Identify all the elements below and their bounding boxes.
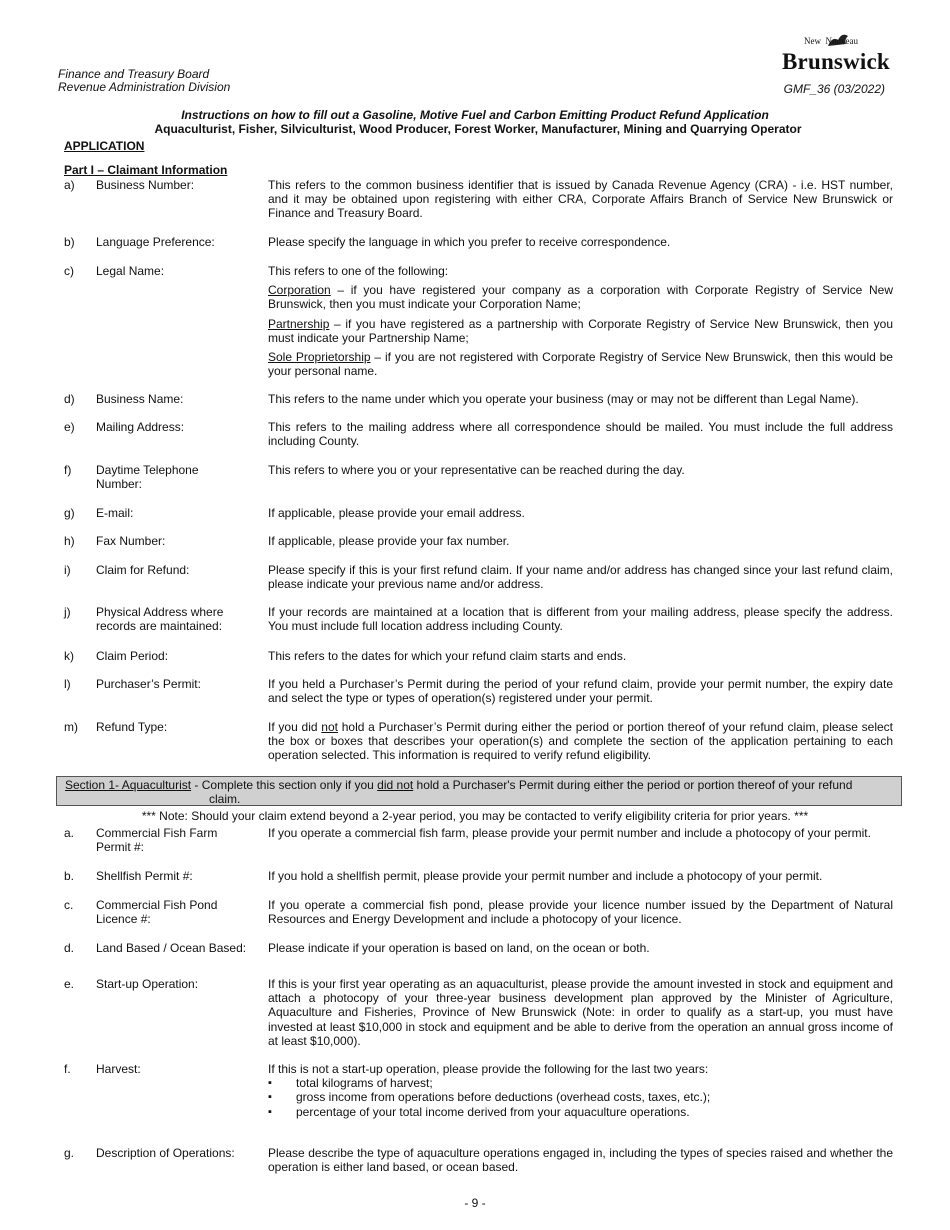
row-description: If your records are maintained at a location that is different from your mailing address, please specify the address. You must include full location address including County. [268, 605, 893, 634]
row-letter: j) [64, 605, 71, 619]
legal-name-intro: This refers to one of the following: [268, 264, 449, 278]
row-description: Please specify the language in which you prefer to receive correspondence. [268, 235, 671, 249]
row-description: If you operate a commercial fish pond, please provide your licence number issued by the Department of Natural Resources and Energy Development and include a photocopy of your licence. [268, 898, 893, 927]
row-label: Legal Name: [96, 264, 165, 278]
refund-type-text-a: If you did [268, 720, 322, 734]
row-letter: f. [64, 1062, 71, 1076]
division-name: Revenue Administration Division [58, 80, 231, 94]
partnership-text: – if you have registered as a partnership with Corporate Registry of Service New Brunswick, then you must indicate your Partnership Name; [268, 316, 893, 345]
section1-name: Section 1- Aquaculturist [65, 778, 192, 792]
corporation-term: Corporation [268, 283, 331, 298]
row-description: If applicable, please provide your fax number. [268, 534, 510, 548]
part1-heading: Part I – Claimant Information [64, 163, 228, 177]
row-label: Land Based / Ocean Based: [96, 941, 247, 955]
department-header [58, 68, 230, 94]
row-description: If this is your first year operating as an aquaculturist, please provide the amount invested in stock and equipment and attach a photocopy of your three-year business development plan approved by the Minister of Agriculture, Aquaculture and Fisheries, Province of New Brunswick (Note: in order to qualify as a start-up, you must have invested at least $10,000 in stock and equipment and be able to derive from the operation an annual gross income of at least $10,000). [268, 977, 893, 1048]
document-title: Instructions on how to fill out a Gasoline, Motive Fuel and Carbon Emitting Product Refund Application [181, 108, 769, 122]
refund-type-text-b: hold a Purchaser’s Permit during either the period or portion thereof of your refund claim, please select the box or boxes that describes your operation(s) and complete the section of the application pertaining to each operation selected. This information is required to verify refund eligibility. [268, 720, 893, 763]
row-description: Please specify if this is your first refund claim. If your name and/or address has changed since your last refund claim, please indicate your previous name and/or address. [268, 563, 893, 592]
row-label: Description of Operations: [96, 1146, 235, 1160]
row-letter: a. [64, 826, 75, 840]
row-letter: c) [64, 264, 74, 278]
row-label: Physical Address where records are maintained: [96, 605, 224, 634]
refund-type-not: not [321, 720, 338, 734]
row-letter: g) [64, 506, 75, 520]
row-description [268, 720, 893, 763]
sole-term: Sole Proprietorship [268, 350, 371, 365]
logo-bilingual-label: New Nouveau [804, 36, 858, 46]
logo-wordmark: Brunswick [782, 49, 890, 74]
row-letter: g. [64, 1146, 75, 1160]
row-label: Refund Type: [96, 720, 168, 734]
row-label: Start-up Operation: [96, 977, 199, 991]
form-code: GMF_36 (03/2022) [783, 82, 885, 96]
row-label: E-mail: [96, 506, 134, 520]
row-description: Please indicate if your operation is based on land, on the ocean or both. [268, 941, 650, 955]
harvest-list-item: ▪ total kilograms of harvest; [268, 1076, 893, 1090]
row-description: This refers to the mailing address where all correspondence should be mailed. You must include the full address including County. [268, 420, 893, 449]
row-letter: e) [64, 420, 75, 434]
department-name: Finance and Treasury Board [58, 67, 210, 81]
section1-text-c: claim. [209, 792, 241, 806]
row-label: Shellfish Permit #: [96, 869, 193, 883]
row-label: Fax Number: [96, 534, 166, 548]
section1-banner-text [65, 778, 895, 792]
row-letter: k) [64, 649, 74, 663]
harvest-list [268, 1076, 893, 1119]
row-description [268, 264, 893, 383]
row-letter: e. [64, 977, 75, 991]
row-letter: a) [64, 178, 75, 192]
new-brunswick-logo [780, 36, 895, 80]
harvest-list-item: ▪ gross income from operations before deductions (overhead costs, taxes, etc.); [268, 1090, 893, 1104]
row-description: If applicable, please provide your email address. [268, 506, 525, 520]
row-description: This refers to the common business identifier that is issued by Canada Revenue Agency (CRA) - i.e. HST number, and it may be obtained upon registering with either CRA, Corporate Affairs Branch of Service New Brunswick or Finance and Treasury Board. [268, 178, 893, 221]
corporation-text: – if you have registered your company as a corporation with Corporate Registry of Service New Brunswick, then you must indicate your Corporation Name; [268, 283, 893, 312]
harvest-list-item: ▪ percentage of your total income derived from your aquaculture operations. [268, 1105, 893, 1119]
legal-name-corporation [268, 283, 893, 311]
row-description: If you held a Purchaser’s Permit during the period of your refund claim, provide your permit number, the expiry date and select the type or types of operation(s) registered under your permit. [268, 677, 893, 706]
eligibility-note: *** Note: Should your claim extend beyond a 2-year period, you may be contacted to verify eligibility criteria for prior years. *** [141, 809, 809, 823]
row-description [268, 1062, 893, 1119]
row-label: Claim for Refund: [96, 563, 190, 577]
row-letter: d. [64, 941, 75, 955]
legal-name-partnership [268, 317, 893, 345]
row-letter: f) [64, 463, 72, 477]
section1-text-b: hold a Purchaser's Permit during either the period or portion thereof of your refund [413, 778, 853, 792]
row-letter: b. [64, 869, 75, 883]
row-letter: i) [64, 563, 71, 577]
row-description: If you operate a commercial fish farm, please provide your permit number and include a photocopy of your permit. [268, 826, 871, 840]
sole-text: – if you are not registered with Corporate Registry of Service New Brunswick, then this would be your personal name. [268, 350, 893, 379]
page-number: - 9 - [464, 1196, 486, 1210]
row-letter: b) [64, 235, 75, 249]
row-letter: l) [64, 677, 71, 691]
row-label: Mailing Address: [96, 420, 185, 434]
row-description: This refers to where you or your representative can be reached during the day. [268, 463, 685, 477]
row-description: If you hold a shellfish permit, please provide your permit number and include a photocopy of your permit. [268, 869, 823, 883]
row-letter: c. [64, 898, 74, 912]
row-label: Business Number: [96, 178, 195, 192]
row-description: This refers to the dates for which your refund claim starts and ends. [268, 649, 627, 663]
harvest-intro: If this is not a start-up operation, please provide the following for the last two years: [268, 1062, 709, 1076]
application-heading: APPLICATION [64, 139, 145, 153]
section1-did-not: did not [377, 778, 414, 792]
row-description: This refers to the name under which you operate your business (may or may not be different than Legal Name). [268, 392, 859, 406]
legal-name-sole [268, 350, 893, 378]
row-label: Daytime Telephone Number: [96, 463, 199, 492]
row-label: Harvest: [96, 1062, 141, 1076]
partnership-term: Partnership [268, 316, 330, 331]
row-label: Claim Period: [96, 649, 169, 663]
row-description: Please describe the type of aquaculture operations engaged in, including the types of species raised and whether the operation is either land based, or ocean based. [268, 1146, 893, 1175]
row-letter: m) [64, 720, 78, 734]
row-letter: d) [64, 392, 75, 406]
row-label: Business Name: [96, 392, 184, 406]
row-label: Commercial Fish Farm Permit #: [96, 826, 218, 855]
row-label: Language Preference: [96, 235, 215, 249]
row-label: Purchaser’s Permit: [96, 677, 201, 691]
section1-text-a: - Complete this section only if you [191, 778, 378, 792]
row-letter: h) [64, 534, 75, 548]
document-subtitle: Aquaculturist, Fisher, Silviculturist, Wood Producer, Forest Worker, Manufacturer, Mining and Quarrying Operator [154, 122, 802, 136]
row-label: Commercial Fish Pond Licence #: [96, 898, 218, 927]
section1-banner [56, 776, 902, 806]
